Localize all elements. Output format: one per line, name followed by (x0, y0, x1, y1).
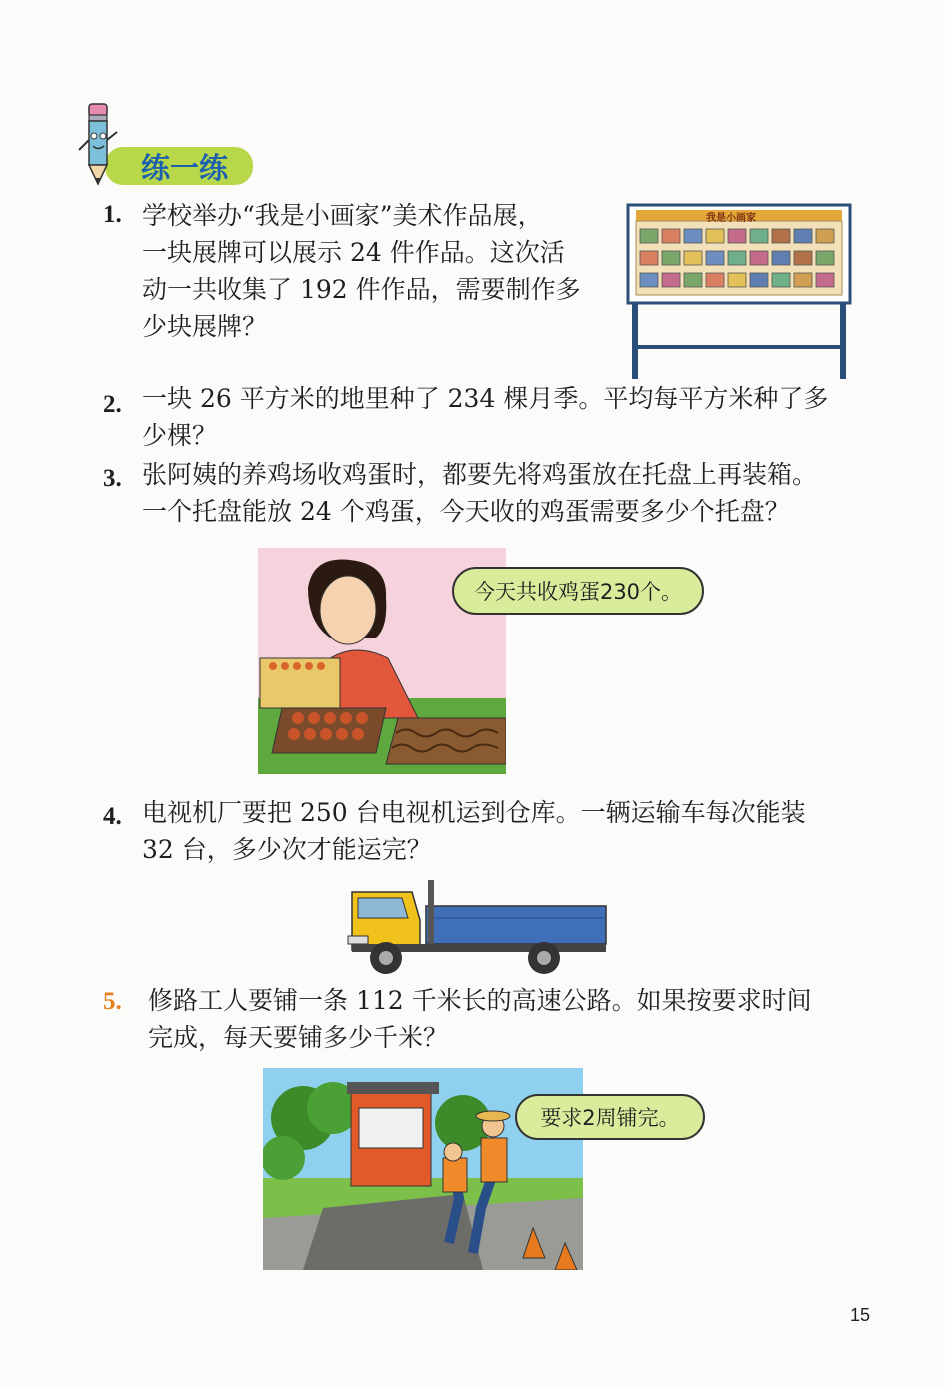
problem-5-line: 修路工人要铺一条 112 千米长的高速公路。如果按要求时间 (148, 986, 812, 1015)
problem-1-number: 1. (103, 201, 122, 228)
problem-2-line: 少棵？ (142, 421, 218, 450)
problem-1-text (142, 197, 612, 345)
speech-eggs-text: 今天共收鸡蛋230个。 (473, 580, 683, 604)
truck-illustration (346, 878, 608, 978)
problem-5-line: 完成，每天要铺多少千米？ (148, 1023, 449, 1052)
section-title-badge (105, 147, 253, 185)
section-header (75, 100, 229, 190)
pencil-mascot-icon (75, 100, 125, 190)
problem-5-number: 5. (103, 988, 122, 1015)
problem-2-number: 2. (103, 391, 122, 418)
problem-2-text (142, 380, 872, 454)
problem-4-line: 32 台，多少次才能运完？ (142, 835, 432, 864)
problem-4-line: 电视机厂要把 250 台电视机运到仓库。一辆运输车每次能装 (142, 798, 806, 827)
speech-bubble-eggs (452, 567, 704, 615)
problem-5-text (148, 982, 878, 1056)
section-title: 练一练 (141, 150, 229, 185)
problem-3-line: 张阿姨的养鸡场收鸡蛋时，都要先将鸡蛋放在托盘上再装箱。 (142, 460, 818, 489)
problem-1-line: 少块展牌？ (142, 312, 268, 341)
problem-1-line: 动一共收集了 192 件作品，需要制作多 (142, 275, 581, 304)
problem-2-line: 一块 26 平方米的地里种了 234 棵月季。平均每平方米种了多 (142, 384, 829, 413)
page-number: 15 (850, 1305, 871, 1325)
problem-4-number: 4. (103, 803, 122, 830)
exhibition-board-illustration (626, 203, 852, 379)
problem-1-line: 一块展牌可以展示 24 件作品。这次活 (142, 238, 565, 267)
board-sign: 我是小画家 (706, 213, 756, 224)
problem-4-text (142, 794, 872, 868)
problem-1-line: 学校举办“我是小画家”美术作品展， (142, 201, 543, 230)
problem-3-line: 一个托盘能放 24 个鸡蛋，今天收的鸡蛋需要多少个托盘？ (142, 497, 790, 526)
problem-3-text (142, 456, 872, 530)
problem-3-number: 3. (103, 465, 122, 492)
speech-road-text: 要求2周铺完。 (540, 1106, 680, 1130)
speech-bubble-road (515, 1094, 705, 1140)
